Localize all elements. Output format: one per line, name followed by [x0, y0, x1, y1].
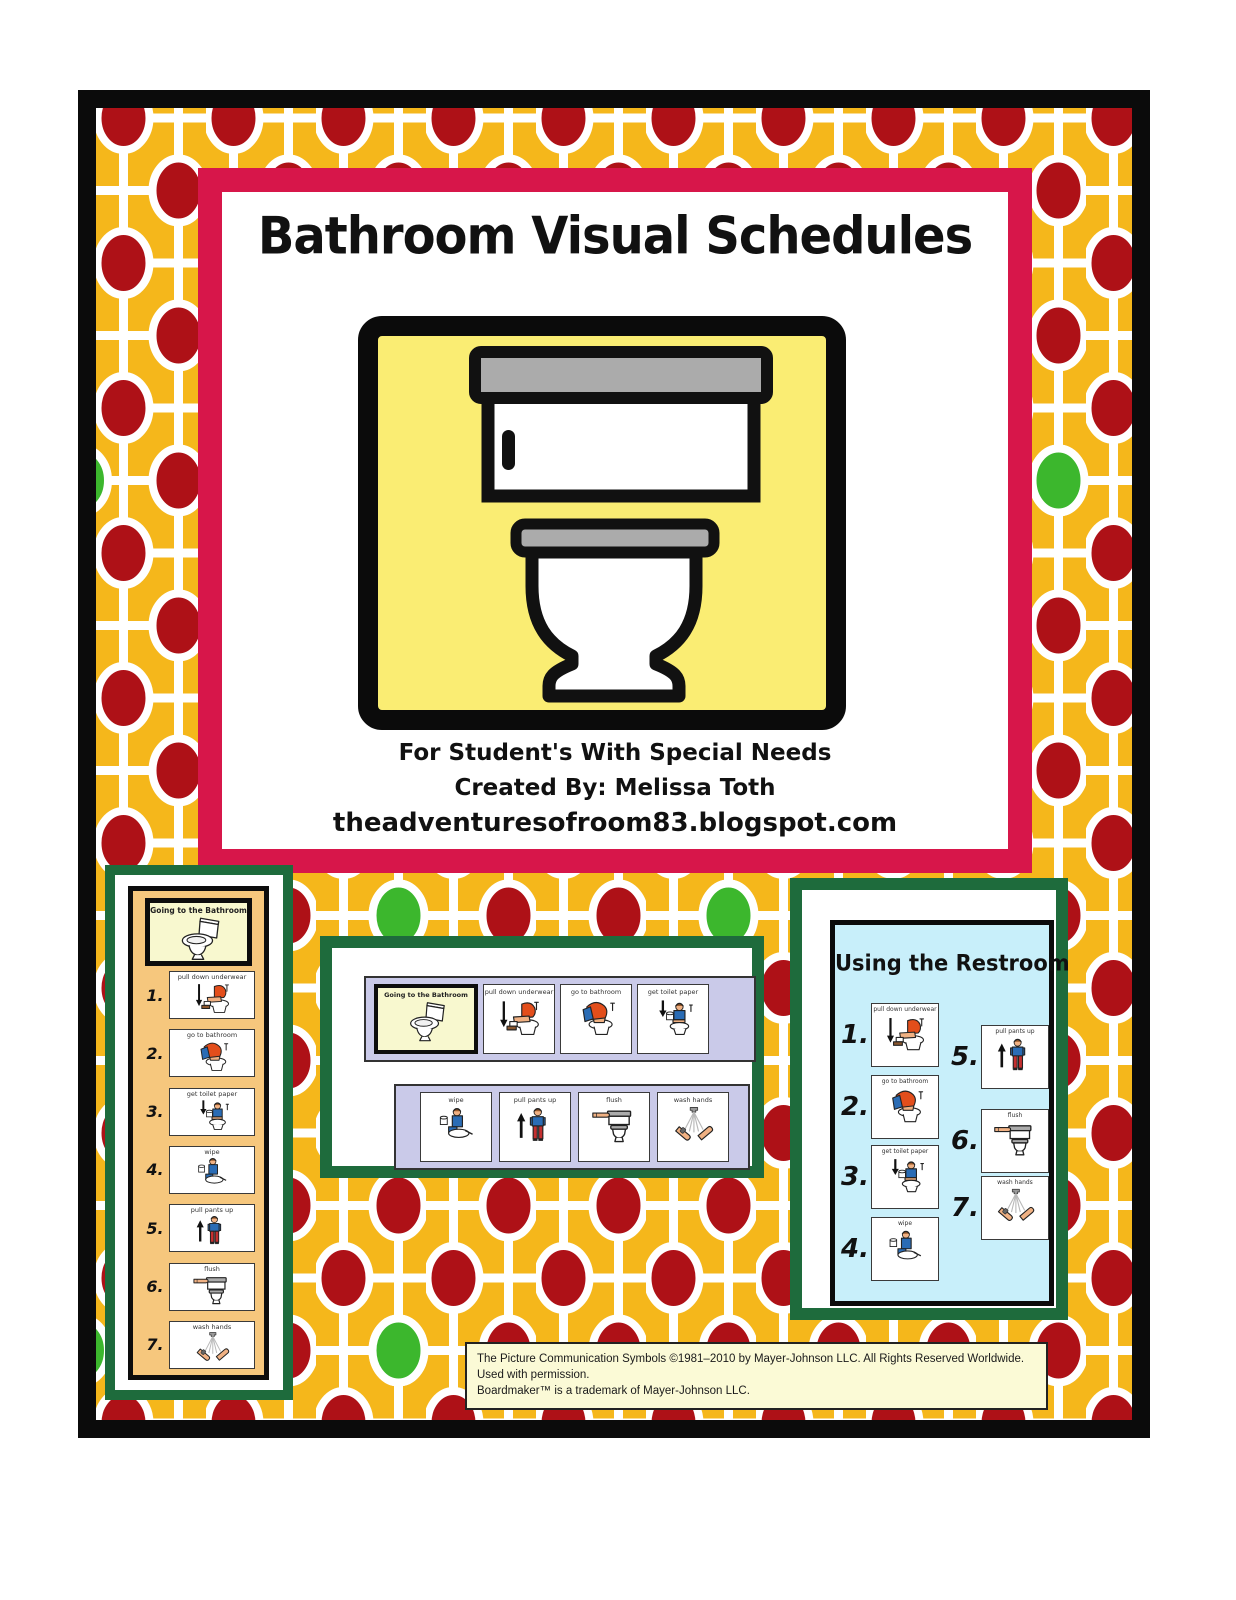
schedule-header-label: Going to the Bathroom	[384, 991, 468, 999]
step-icon-slot	[496, 996, 542, 1038]
step-card	[871, 1075, 939, 1139]
step-icon-slot	[192, 981, 232, 1014]
toilet-side-icon-slot	[173, 915, 225, 961]
step-icon-slot	[192, 1156, 232, 1189]
step-label: flush	[204, 1264, 220, 1273]
schedule-step	[141, 1088, 259, 1136]
step-card	[483, 984, 555, 1054]
step-number: 3.	[146, 1102, 164, 1122]
poster-author: Created By: Melissa Toth	[454, 775, 776, 801]
step-icon-slot	[883, 1085, 927, 1125]
step-icon-slot	[573, 996, 619, 1038]
step-number: 7.	[146, 1335, 164, 1355]
step-number: 4.	[146, 1160, 164, 1180]
step-number: 5.	[951, 1042, 979, 1072]
step-label: go to bathroom	[881, 1078, 929, 1085]
schedule-step	[949, 1109, 1049, 1173]
step-label: wipe	[897, 1220, 913, 1227]
step-icon-slot	[993, 1186, 1037, 1226]
step-icon-slot	[192, 1273, 232, 1306]
schedule-step	[839, 1145, 939, 1209]
step-label: pull pants up	[995, 1028, 1035, 1035]
step-icon-slot	[433, 1104, 479, 1146]
main-cover-card	[198, 168, 1032, 873]
step-label: get toilet paper	[881, 1148, 929, 1155]
step-card	[169, 1321, 255, 1369]
step-card	[169, 1263, 255, 1311]
step-label: go to bathroom	[570, 988, 622, 996]
copyright-line: Used with permission.	[477, 1369, 590, 1381]
step-card	[871, 1145, 939, 1209]
step-number: 7.	[951, 1193, 979, 1223]
step-label: pull down underwear	[873, 1006, 937, 1013]
right-schedule-mat	[802, 890, 1070, 1308]
middle-schedule-header-card	[374, 984, 478, 1054]
step-icon-slot	[192, 1214, 232, 1247]
step-label: wash hands	[997, 1179, 1033, 1186]
step-card	[657, 1092, 729, 1162]
step-label: wash hands	[192, 1322, 232, 1331]
step-label: go to bathroom	[186, 1031, 238, 1040]
step-label: pull down underwear	[177, 973, 247, 981]
step-card	[871, 1003, 939, 1067]
poster-title: Bathroom Visual Schedules	[257, 205, 973, 267]
schedule-step	[949, 1176, 1049, 1240]
step-card	[169, 1029, 255, 1077]
step-icon-slot	[883, 1227, 927, 1267]
step-card	[169, 1146, 255, 1194]
middle-schedule-row2	[394, 1084, 750, 1170]
toilet-clipart-box	[358, 316, 846, 730]
step-icon-slot	[192, 1098, 232, 1131]
toilet-front-icon	[378, 336, 826, 710]
schedule-step	[839, 1003, 939, 1067]
step-icon-slot	[883, 1013, 927, 1053]
schedule-step	[141, 1321, 259, 1369]
step-number: 1.	[146, 985, 164, 1005]
schedule-step	[949, 1025, 1049, 1089]
step-icon-slot	[883, 1155, 927, 1195]
step-icon-slot	[993, 1119, 1037, 1159]
schedule-step	[839, 1217, 939, 1281]
step-icon-slot	[192, 1331, 232, 1364]
step-label: flush	[1007, 1112, 1023, 1119]
step-label: get toilet paper	[647, 988, 699, 996]
step-icon-slot	[670, 1104, 716, 1146]
step-label: pull down underwear	[484, 988, 554, 996]
right-schedule-card	[790, 878, 1068, 1320]
step-number: 6.	[951, 1126, 979, 1156]
step-icon-slot	[591, 1104, 637, 1146]
schedule-header-label: Going to the Bathroom	[150, 906, 247, 915]
right-schedule-title: Using the Restroom	[835, 950, 1070, 976]
left-schedule-header-card	[145, 898, 252, 966]
toilet-side-icon-slot	[402, 999, 450, 1043]
step-card	[871, 1217, 939, 1281]
copyright-line: Boardmaker™ is a trademark of Mayer-Johnson LLC.	[477, 1385, 750, 1397]
right-schedule-panel	[830, 920, 1070, 1306]
schedule-step	[141, 971, 259, 1019]
step-card	[578, 1092, 650, 1162]
step-card	[981, 1025, 1049, 1089]
step-label: wipe	[448, 1096, 464, 1104]
step-number: 4.	[841, 1234, 869, 1264]
middle-schedule-row1	[364, 976, 756, 1062]
step-card	[169, 971, 255, 1019]
schedule-step	[839, 1075, 939, 1139]
schedule-step	[141, 1204, 259, 1252]
left-schedule-card	[105, 865, 293, 1400]
step-number: 3.	[841, 1162, 869, 1192]
main-cover-card-inner	[222, 192, 1008, 849]
step-card	[637, 984, 709, 1054]
step-icon-slot	[192, 1039, 232, 1072]
step-number: 1.	[841, 1020, 869, 1050]
step-card	[499, 1092, 571, 1162]
poster-subtitle: For Student's With Special Needs	[398, 740, 832, 766]
schedule-step	[141, 1146, 259, 1194]
step-label: pull pants up	[513, 1096, 557, 1104]
poster-captions	[222, 736, 1008, 841]
poster-blog-url: theadventuresofroom83.blogspot.com	[332, 808, 898, 838]
copyright-box	[465, 1342, 1048, 1410]
step-number: 6.	[146, 1277, 164, 1296]
schedule-step	[141, 1029, 259, 1077]
step-number: 2.	[146, 1043, 164, 1063]
schedule-step	[141, 1263, 259, 1311]
step-number: 5.	[146, 1218, 164, 1238]
left-schedule-mat	[115, 875, 283, 1390]
left-schedule-panel	[128, 886, 269, 1380]
step-number: 2.	[841, 1092, 869, 1122]
copyright-line: The Picture Communication Symbols ©1981–2010 by Mayer-Johnson LLC. All Rights Reserved Worldwide.	[477, 1353, 1025, 1365]
step-icon-slot	[993, 1035, 1037, 1075]
step-card	[420, 1092, 492, 1162]
step-card	[169, 1088, 255, 1136]
middle-schedule-mat	[332, 948, 752, 1166]
step-card	[981, 1176, 1049, 1240]
step-card	[560, 984, 632, 1054]
step-label: flush	[606, 1096, 622, 1104]
step-label: get toilet paper	[186, 1089, 238, 1098]
step-icon-slot	[512, 1104, 558, 1146]
step-label: wipe	[204, 1147, 220, 1156]
middle-schedule-card	[320, 936, 764, 1178]
step-card	[169, 1204, 255, 1252]
step-icon-slot	[650, 996, 696, 1038]
step-label: pull pants up	[190, 1206, 234, 1215]
step-card	[981, 1109, 1049, 1173]
step-label: wash hands	[673, 1096, 713, 1104]
